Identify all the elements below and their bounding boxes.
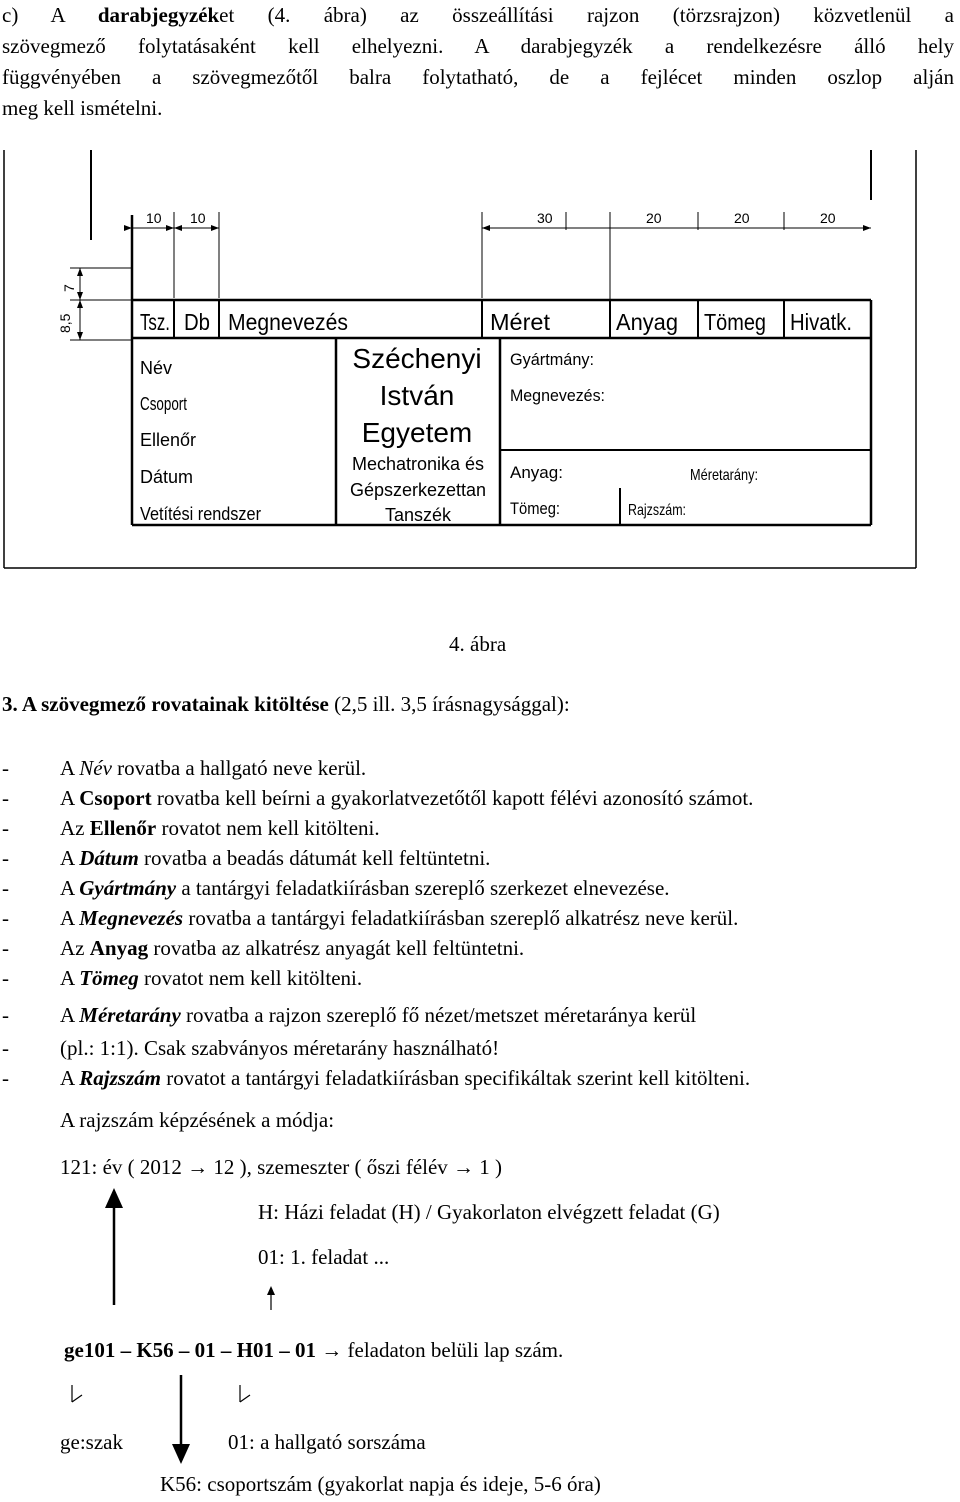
bullet-text: rovatba a hallgató neve kerül.: [111, 756, 367, 780]
intro-paragraph: [2, 0, 954, 124]
bullet-dash: -: [2, 1036, 9, 1060]
bullet-dash: -: [2, 936, 9, 960]
dim-label: 20: [820, 210, 836, 226]
rajzszam-gesz: ge:szak: [60, 1430, 123, 1454]
bullet-text: rovatba a rajzon szereplő fő nézet/metszet méretaránya kerül: [180, 1003, 697, 1027]
rajzszam-hallgato: 01: a hallgató sorszáma: [228, 1430, 426, 1454]
header-megnevezes: Megnevezés: [228, 309, 348, 335]
bullet-item: [2, 756, 366, 781]
bullet-item: [2, 966, 362, 991]
label-rajzszam: Rajzszám:: [628, 502, 686, 519]
bullet-keyword: Anyag: [89, 936, 149, 960]
label-megnevezes: Megnevezés:: [510, 386, 605, 405]
title-block-drawing: [0, 150, 960, 580]
dim-label: 20: [646, 210, 662, 226]
header-tsz: Tsz.: [140, 309, 170, 335]
bullet-text: A: [60, 756, 80, 780]
section-title-rest: (2,5 ill. 3,5 írásnagysággal):: [328, 692, 570, 716]
institution-line-2: István: [379, 380, 455, 411]
bullet-text: rovatot nem kell kitölteni.: [156, 816, 380, 840]
bullet-keyword: Méretarány: [79, 1003, 181, 1027]
institution-line-3: Egyetem: [361, 417, 473, 448]
intro-line-2: szövegmező folytatásaként kell elhelyezni. A darabjegyzék a rendelkezésre álló hely: [2, 34, 954, 58]
bullet-text: rovatot a tantárgyi feladatkiírásban specifikáltak szerint kell kitölteni.: [160, 1066, 751, 1090]
bullet-item: [2, 846, 490, 871]
label-csoport: Csoport: [140, 394, 187, 414]
bullet-text: rovatba kell beírni a gyakorlatvezetőtől kapott félévi azonosító számot.: [151, 786, 754, 810]
bullet-text: A: [60, 786, 80, 810]
bullet-text: A: [60, 846, 80, 870]
bullet-text: rovatba a beadás dátumát kell feltüntetni.: [138, 846, 491, 870]
bullet-dash: -: [2, 816, 9, 840]
vdim-label: 7: [61, 284, 77, 292]
section-heading: [2, 692, 570, 717]
intro-line-1: c) A darabjegyzéket (4. ábra) az összeállítási rajzon (törzsrajzon) közvetlenül a: [2, 3, 954, 27]
bullet-dash: -: [2, 756, 9, 780]
header-db: Db: [184, 309, 210, 335]
bullet-text: A: [60, 1003, 80, 1027]
bullet-text: A: [60, 876, 80, 900]
bullet-dash: -: [2, 846, 9, 870]
section-title: 3. A szövegmező rovatainak kitöltése: [2, 692, 329, 716]
label-datum: Dátum: [140, 467, 194, 487]
bullet-keyword: Csoport: [79, 786, 152, 810]
bullet-keyword: Rajzszám: [79, 1066, 161, 1090]
bullet-text: A: [60, 966, 80, 990]
dim-label: 30: [537, 210, 553, 226]
bullet-dash: -: [2, 1066, 9, 1090]
bullet-keyword: Dátum: [79, 846, 139, 870]
bullet-item: [2, 1066, 750, 1091]
bullet-text: rovatot nem kell kitölteni.: [138, 966, 363, 990]
bullet-text: (pl.: 1:1). Csak szabványos méretarány használható!: [60, 1036, 500, 1060]
figure-caption: 4. ábra: [449, 632, 507, 656]
dim-label: 10: [146, 210, 162, 226]
rajzszam-heading: A rajzszám képzésének a módja:: [60, 1108, 335, 1132]
intro-line-4: meg kell ismételni.: [2, 96, 163, 120]
rajzszam-line-h: H: Házi feladat (H) / Gyakorlaton elvégzett feladat (G): [258, 1200, 720, 1224]
bullet-text: A: [60, 1066, 80, 1090]
down-arrowhead: [172, 1444, 190, 1464]
vdim-label: 8,5: [57, 313, 73, 333]
label-nev: Név: [140, 358, 173, 378]
bullet-text: a tantárgyi feladatkiírásban szereplő szerkezet elnevezése.: [176, 876, 670, 900]
dim-label: 10: [190, 210, 206, 226]
department-line-1: Mechatronika és: [351, 454, 485, 474]
bullet-keyword: Megnevezés: [79, 906, 184, 930]
bullet-dash: -: [2, 786, 9, 810]
bullet-dash: -: [2, 876, 9, 900]
header-anyag: Anyag: [616, 309, 678, 335]
bullet-text: A: [60, 906, 80, 930]
bullet-item: [2, 816, 380, 841]
rajzszam-line-01: 01: 1. feladat ...: [258, 1245, 390, 1269]
header-meret: Méret: [490, 309, 551, 335]
rajzszam-k56: K56: csoportszám (gyakorlat napja és ideje, 5-6 óra): [160, 1472, 601, 1496]
bullet-keyword: Gyártmány: [79, 876, 177, 900]
bullet-dash: -: [2, 906, 9, 930]
bullet-keyword: Ellenőr: [89, 816, 157, 840]
bullet-item: [2, 906, 738, 931]
rajzszam-arrows: [0, 1180, 400, 1480]
bullet-keyword: Tömeg: [79, 966, 139, 990]
bullet-item: [2, 1003, 696, 1028]
label-vetitesi-rendszer: Vetítési rendszer: [140, 504, 261, 524]
label-gyartmany: Gyártmány:: [510, 350, 594, 369]
label-tomeg: Tömeg:: [510, 499, 560, 518]
department-line-3: Tanszék: [384, 505, 452, 525]
header-hivatk: Hivatk.: [790, 309, 852, 335]
label-ellenor: Ellenőr: [140, 430, 197, 450]
bullet-dash: -: [2, 1003, 9, 1027]
bullet-text: rovatba az alkatrész anyagát kell feltüntetni.: [148, 936, 525, 960]
bullet-item: [2, 1036, 499, 1061]
bullet-dash: -: [2, 966, 9, 990]
bullet-keyword: Név: [79, 756, 112, 780]
department-line-2: Gépszerkezettan: [349, 480, 487, 500]
institution-line-1: Széchenyi: [352, 343, 482, 374]
label-anyag: Anyag:: [510, 463, 563, 482]
bullet-item: [2, 786, 753, 811]
rajzszam-code: ge101 – K56 – 01 – H01 – 01: [64, 1338, 316, 1362]
bullet-item: [2, 936, 524, 961]
rajzszam-line-121: 121: év ( 2012 → 12 ), szemeszter ( őszi félév → 1 ): [60, 1155, 503, 1179]
bullet-text: Az: [60, 936, 90, 960]
bullet-text: Az: [60, 816, 90, 840]
bullet-text: rovatba a tantárgyi feladatkiírásban szereplő alkatrész neve kerül.: [183, 906, 739, 930]
rajzszam-code-rest: → feladaton belüli lap szám.: [316, 1338, 564, 1362]
intro-line-3: függvényében a szövegmezőtől balra folytatható, de a fejlécet minden oszlop alján: [2, 65, 954, 89]
label-meretarany: Méretarány:: [690, 467, 758, 484]
bullet-item: [2, 876, 670, 901]
dim-label: 20: [734, 210, 750, 226]
header-tomeg: Tömeg: [704, 309, 766, 335]
up-arrowhead: [105, 1188, 123, 1208]
